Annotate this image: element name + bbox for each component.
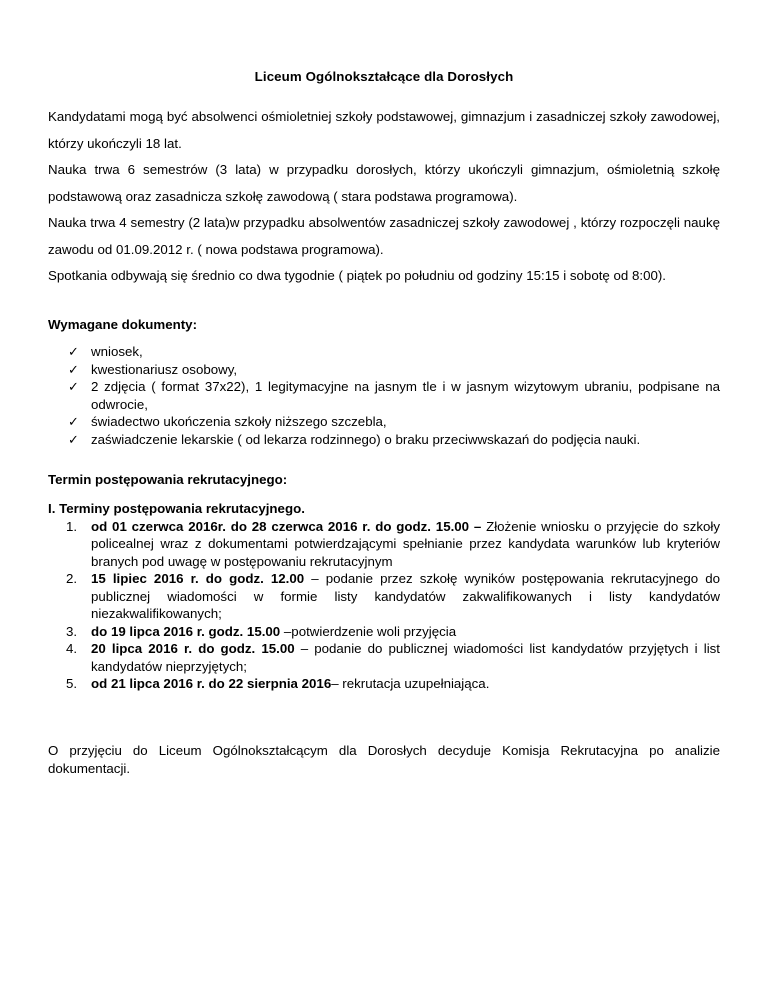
intro-paragraph-four-semesters: Nauka trwa 4 semestry (2 lata)w przypadku absolwentów zasadniczej szkoły zawodowej , którzy rozpoczęli naukę zawodu od 01.09.2012 r. ( nowa podstawa programowa). [48, 215, 720, 257]
list-item: ✓ świadectwo ukończenia szkoły niższego szczebla, [68, 414, 387, 429]
checkmark-icon: ✓ [68, 431, 79, 447]
list-item: ✓ kwestionariusz osobowy, [68, 361, 238, 377]
checkmark-icon: ✓ [68, 361, 79, 377]
intro-paragraph-meetings: Spotkania odbywają się średnio co dwa tygodnie ( piątek po południu od godziny 15:15 i sobotę od 8:00). [48, 268, 666, 283]
list-item: 2. 15 lipiec 2016 r. do godz. 12.00 – podanie przez szkołę wyników postępowania rekrutacyjnego do publicznej wiadomości w formie listy kandydatów zakwalifikowanych i listy kandydatów niezakwalifikowanych; [66, 571, 720, 621]
documents-heading: Wymagane dokumenty: [48, 317, 198, 332]
page-title: Liceum Ogólnokształcące dla Dorosłych [254, 69, 514, 84]
checkmark-icon: ✓ [68, 379, 79, 394]
documents-list [48, 343, 720, 448]
list-item: ✓ wniosek, [68, 344, 143, 359]
closing-paragraph: O przyjęciu do Liceum Ogólnokształcącym dla Dorosłych decyduje Komisja Rekrutacyjna po analizie dokumentacji. [48, 743, 720, 776]
recruitment-steps-list [48, 518, 720, 693]
intro-paragraph-six-semesters: Nauka trwa 6 semestrów (3 lata) w przypadku dorosłych, którzy ukończyli gimnazjum, ośmioletnią szkołę podstawową oraz zasadnicza szkołę zawodową ( stara podstawa programowa). [48, 162, 720, 204]
recruitment-heading: Termin postępowania rekrutacyjnego: [48, 472, 288, 487]
list-item: 4. 20 lipca 2016 r. do godz. 15.00 – podanie do publicznej wiadomości list kandydatów przyjętych i list kandydatów nieprzyjętych; [66, 641, 720, 674]
checkmark-icon: ✓ [68, 344, 79, 359]
list-item: ✓ 2 zdjęcia ( format 37x22), 1 legitymacyjne na jasnym tle i w jasnym wizytowym ubraniu, podpisane na odwrocie, [68, 379, 720, 412]
recruitment-section [48, 500, 720, 693]
intro-paragraph-candidates: Kandydatami mogą być absolwenci ośmioletniej szkoły podstawowej, gimnazjum i zasadniczej szkoły zawodowej, którzy ukończyli 18 lat. [48, 109, 720, 151]
list-item: 5. od 21 lipca 2016 r. do 22 sierpnia 2016– rekrutacja uzupełniająca. [66, 676, 490, 691]
list-item: 3. do 19 lipca 2016 r. godz. 15.00 –potwierdzenie woli przyjęcia [66, 623, 457, 639]
list-item: ✓ zaświadczenie lekarskie ( od lekarza rodzinnego) o braku przeciwwskazań do podjęcia nauki. [68, 431, 641, 447]
checkmark-icon: ✓ [68, 414, 79, 429]
list-item: 1. od 01 czerwca 2016r. do 28 czerwca 2016 r. do godz. 15.00 – Złożenie wniosku o przyjęcie do szkoły policealnej wraz z dokumentami potwierdzającymi spełnianie przez kandydata warunków lub kryteriów branych pod uwagę w postępowaniu rekrutacyjnym [66, 518, 721, 569]
intro-section [48, 104, 720, 290]
recruitment-subheading: I. Terminy postępowania rekrutacyjnego. [48, 501, 305, 516]
